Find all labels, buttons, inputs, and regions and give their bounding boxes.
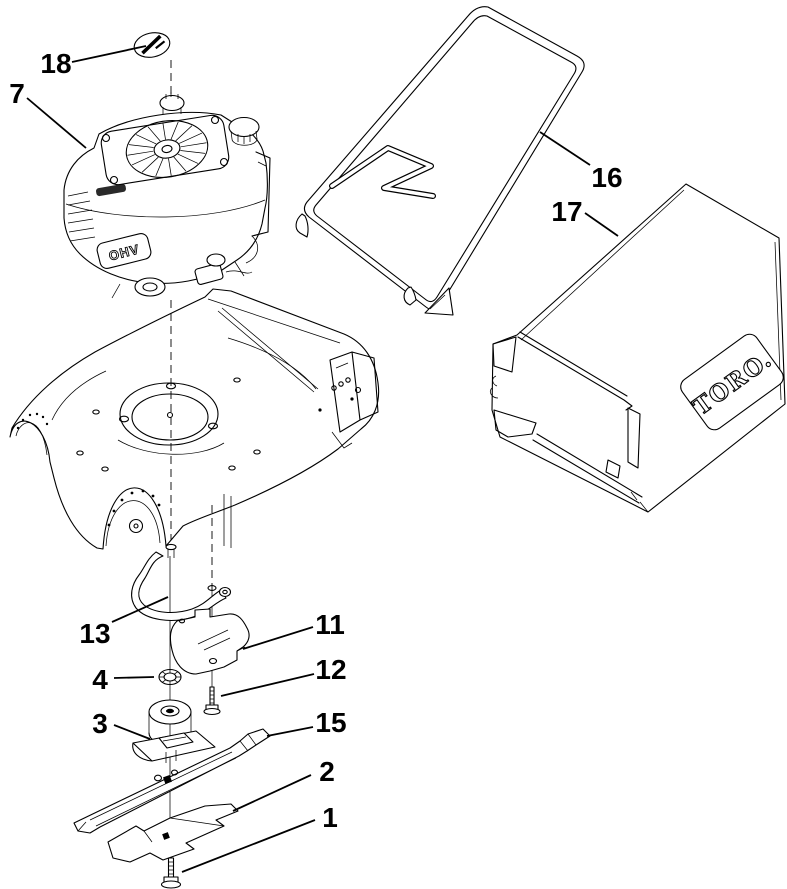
toro-logo-text: TORO.: [688, 345, 778, 421]
leader-line-15: [267, 727, 313, 736]
callout-12: [221, 654, 347, 696]
oil-fill-neck: [160, 92, 184, 114]
leader-line-7: [27, 98, 86, 148]
callout-number-1: 1: [322, 802, 338, 833]
callout-13: [79, 597, 168, 649]
lock-nut: [159, 670, 181, 685]
leader-line-18: [72, 46, 146, 62]
callout-7: [9, 78, 86, 148]
callout-number-7: 7: [9, 78, 25, 109]
leader-line-17: [585, 213, 618, 236]
engine-ohv-label: OHV: [107, 241, 142, 264]
callout-2: [233, 756, 335, 811]
leader-line-2: [233, 775, 311, 811]
leader-line-12: [221, 674, 314, 696]
callout-number-17: 17: [551, 196, 583, 227]
leader-line-11: [243, 627, 313, 649]
callout-4: [92, 664, 154, 695]
callout-18: [40, 46, 146, 79]
cover-bolt: [204, 687, 220, 715]
engine-assembly: [64, 92, 270, 298]
callout-number-13: 13: [79, 618, 111, 649]
callout-16: [540, 132, 623, 193]
mower-deck-housing: [10, 289, 379, 590]
callout-17: [551, 196, 618, 236]
callout-number-12: 12: [315, 654, 347, 685]
bag-frame-outer-tube: [304, 7, 584, 310]
leader-line-3: [114, 725, 150, 739]
callout-number-2: 2: [319, 756, 335, 787]
callout-3: [92, 708, 150, 739]
deck-outline: [10, 289, 379, 549]
bag-frame: [296, 7, 584, 315]
leader-line-4: [114, 677, 154, 678]
callout-number-18: 18: [40, 48, 72, 79]
callout-number-11: 11: [315, 609, 345, 640]
grass-bag: [490, 184, 786, 512]
belt-cover: [170, 609, 249, 674]
leader-line-16: [540, 132, 590, 165]
callout-number-15: 15: [315, 707, 347, 738]
blade-bolt: [162, 858, 181, 888]
blade-driver: [133, 700, 215, 763]
bag-frame-inner-tube: [314, 16, 576, 302]
callout-15: [267, 707, 347, 738]
fuel-cap: [132, 30, 172, 61]
callout-number-4: 4: [92, 664, 108, 695]
callout-11: [243, 609, 345, 649]
bag-frame-feet: [296, 214, 453, 315]
engine-mount-bracket: [132, 544, 231, 620]
callout-number-3: 3: [92, 708, 108, 739]
callout-number-16: 16: [591, 162, 623, 193]
